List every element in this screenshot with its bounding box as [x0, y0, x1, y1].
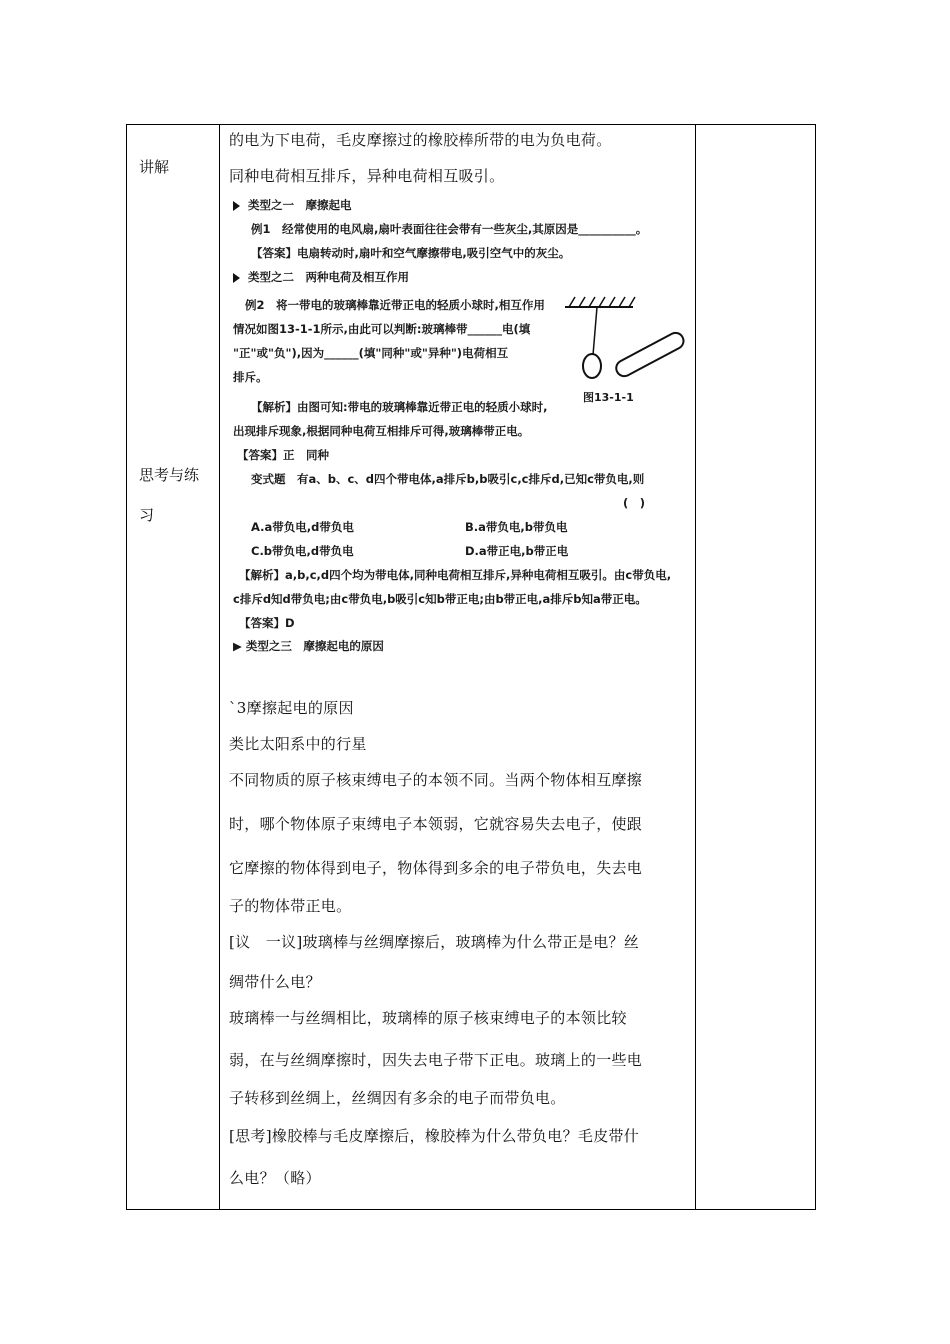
triangle-bullet-icon [233, 201, 240, 211]
answer2: 【答案】正 同种 [237, 448, 329, 462]
paragraph-1-line2: 时，哪个物体原子束缚电子本领弱，它就容易失去电子，使跟 [229, 815, 643, 833]
paragraph-2-line1: 玻璃棒一与丝绸相比，玻璃棒的原子核束缚电子的本领比较 [229, 1009, 627, 1027]
paragraph-1-line4: 子的物体带正电。 [229, 897, 352, 915]
analysis1-line2: 出现排斥现象,根据同种电荷互相排斥可得,玻璃棒带正电。 [233, 424, 530, 438]
analogy-line: 类比太阳系中的行星 [229, 735, 367, 753]
top-text-line1: 的电为下电荷，毛皮摩擦过的橡胶棒所带的电为负电荷。 [229, 131, 612, 149]
type2-heading: 类型之二 两种电荷及相互作用 [233, 269, 409, 285]
lesson-table [126, 124, 816, 1210]
example2-line2: 情况如图13-1-1所示,由此可以判断:玻璃棒带______电(填 [233, 322, 531, 336]
think-line1: [思考]橡胶棒与毛皮摩擦后，橡胶棒为什么带负电？毛皮带什 [229, 1127, 640, 1145]
column-divider-1 [219, 125, 220, 1209]
top-text-line2: 同种电荷相互排斥，异种电荷相互吸引。 [229, 167, 505, 185]
paragraph-2-line2: 弱，在与丝绸摩擦时，因失去电子带下正电。玻璃上的一些电 [229, 1051, 643, 1069]
answer3: 【答案】D [239, 616, 295, 630]
triangle-bullet-icon [233, 273, 240, 283]
answer-paren: ( ) [623, 496, 646, 510]
label-practice-line2: 习 [139, 506, 155, 524]
option-c: C.b带负电,d带负电 [251, 544, 354, 558]
section-heading-friction-cause: `3摩擦起电的原因 [229, 699, 354, 717]
discussion-line2: 绸带什么电？ [229, 973, 321, 991]
example2-line1: 例2 将一带电的玻璃棒靠近带正电的轻质小球时,相互作用 [245, 298, 545, 312]
type1-heading: 类型之一 摩擦起电 [233, 197, 352, 213]
think-line2: 么电？（略） [229, 1169, 321, 1187]
paragraph-2-line3: 子转移到丝绸上，丝绸因有多余的电子而带负电。 [229, 1089, 566, 1107]
analysis2-line1: 【解析】a,b,c,d四个均为带电体,同种电荷相互排斥,异种电荷相互吸引。由c带负电, [239, 568, 672, 582]
label-practice-line1: 思考与练 [139, 466, 200, 484]
cut-off-heading: ▶ 类型之三 摩擦起电的原因 [233, 639, 384, 653]
discussion-line1: [议 一议]玻璃棒与丝绸摩擦后，玻璃棒为什么带正是电？丝 [229, 933, 640, 951]
figure-caption: 图13-1-1 [583, 391, 634, 404]
scanned-exercise-image [231, 193, 686, 653]
pendulum-figure [563, 293, 693, 403]
analysis1-line1: 【解析】由图可知:带电的玻璃棒靠近带正电的轻质小球时, [251, 400, 548, 414]
column-divider-2 [695, 125, 696, 1209]
paragraph-1-line3: 它摩擦的物体得到电子，物体得到多余的电子带负电，失去电 [229, 859, 643, 877]
paragraph-1-line1: 不同物质的原子核束缚电子的本领不同。当两个物体相互摩擦 [229, 771, 643, 789]
label-explanation: 讲解 [139, 158, 170, 176]
option-b: B.a带负电,b带负电 [465, 520, 568, 534]
example2-line4: 排斥。 [233, 370, 268, 384]
variant-question: 变式题 有a、b、c、d四个带电体,a排斥b,b吸引c,c排斥d,已知c带负电,则 [251, 472, 645, 486]
option-a: A.a带负电,d带负电 [251, 520, 354, 534]
option-d: D.a带正电,b带正电 [465, 544, 569, 558]
answer1: 【答案】电扇转动时,扇叶和空气摩擦带电,吸引空气中的灰尘。 [251, 246, 571, 260]
analysis2-line2: c排斥d知d带负电;由c带负电,b吸引c知b带正电;由b带正电,a排斥b知a带正电。 [233, 592, 647, 606]
example1: 例1 经常使用的电风扇,扇叶表面往往会带有一些灰尘,其原因是__________。 [251, 222, 648, 236]
example2-line3: "正"或"负"),因为______(填"同种"或"异种")电荷相互 [233, 346, 509, 360]
